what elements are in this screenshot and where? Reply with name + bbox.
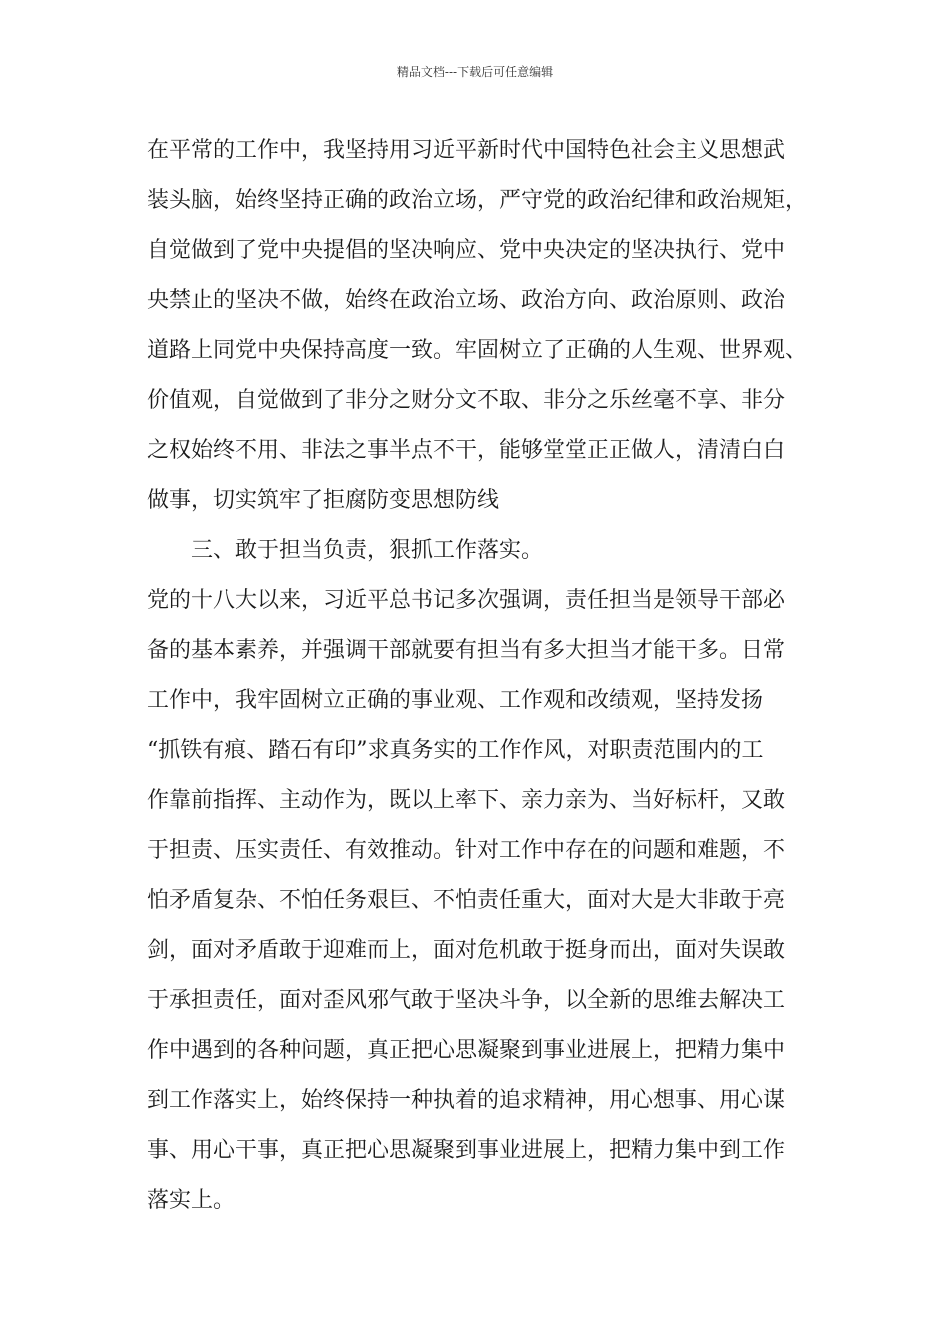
text-line: 备的基本素养，并强调干部就要有担当有多大担当才能干多。日常 xyxy=(147,638,786,663)
text-line: 事、用心干事，真正把心思凝聚到事业进展上，把精力集中到工作 xyxy=(147,1138,786,1163)
text-line: 自觉做到了党中央提倡的坚决响应、党中央决定的坚决执行、党中 xyxy=(147,238,786,263)
text-line: 怕矛盾复杂、不怕任务艰巨、不怕责任重大，面对大是大非敢于亮 xyxy=(147,888,786,913)
section-heading: 三、敢于担当负责，狠抓工作落实。 xyxy=(191,538,544,563)
text-line: 作靠前指挥、主动作为，既以上率下、亲力亲为、当好标杆，又敢 xyxy=(147,788,786,813)
document-body xyxy=(147,126,822,1226)
text-line: 之权始终不用、非法之事半点不干，能够堂堂正正做人，清清白白 xyxy=(147,438,786,463)
text-line: 到工作落实上，始终保持一种执着的追求精神，用心想事、用心谋 xyxy=(147,1088,786,1113)
text-line: 作中遇到的各种问题，真正把心思凝聚到事业进展上，把精力集中 xyxy=(147,1038,786,1063)
text-line: 在平常的工作中，我坚持用习近平新时代中国特色社会主义思想武 xyxy=(147,138,786,163)
text-line: 道路上同党中央保持高度一致。牢固树立了正确的人生观、世界观、 xyxy=(147,338,808,363)
page-header: 精品文档---下载后可任意编辑 xyxy=(396,65,554,79)
text-line: 装头脑，始终坚持正确的政治立场，严守党的政治纪律和政治规矩， xyxy=(147,188,808,213)
text-line: 价值观，自觉做到了非分之财分文不取、非分之乐丝毫不享、非分 xyxy=(147,388,786,413)
text-line: “抓铁有痕、踏石有印”求真务实的工作作风，对职责范围内的工 xyxy=(147,738,764,763)
text-line: 于承担责任，面对歪风邪气敢于坚决斗争，以全新的思维去解决工 xyxy=(147,988,786,1013)
text-line: 党的十八大以来，习近平总书记多次强调，责任担当是领导干部必 xyxy=(147,588,786,613)
text-line: 落实上。 xyxy=(147,1188,236,1213)
text-line: 做事，切实筑牢了拒腐防变思想防线 xyxy=(147,488,500,513)
text-line: 工作中，我牢固树立正确的事业观、工作观和改绩观，坚持发扬 xyxy=(147,688,764,713)
text-line: 于担责、压实责任、有效推动。针对工作中存在的问题和难题，不 xyxy=(147,838,786,863)
text-line: 剑，面对矛盾敢于迎难而上，面对危机敢于挺身而出，面对失误敢 xyxy=(147,938,786,963)
text-line: 央禁止的坚决不做，始终在政治立场、政治方向、政治原则、政治 xyxy=(147,288,786,313)
